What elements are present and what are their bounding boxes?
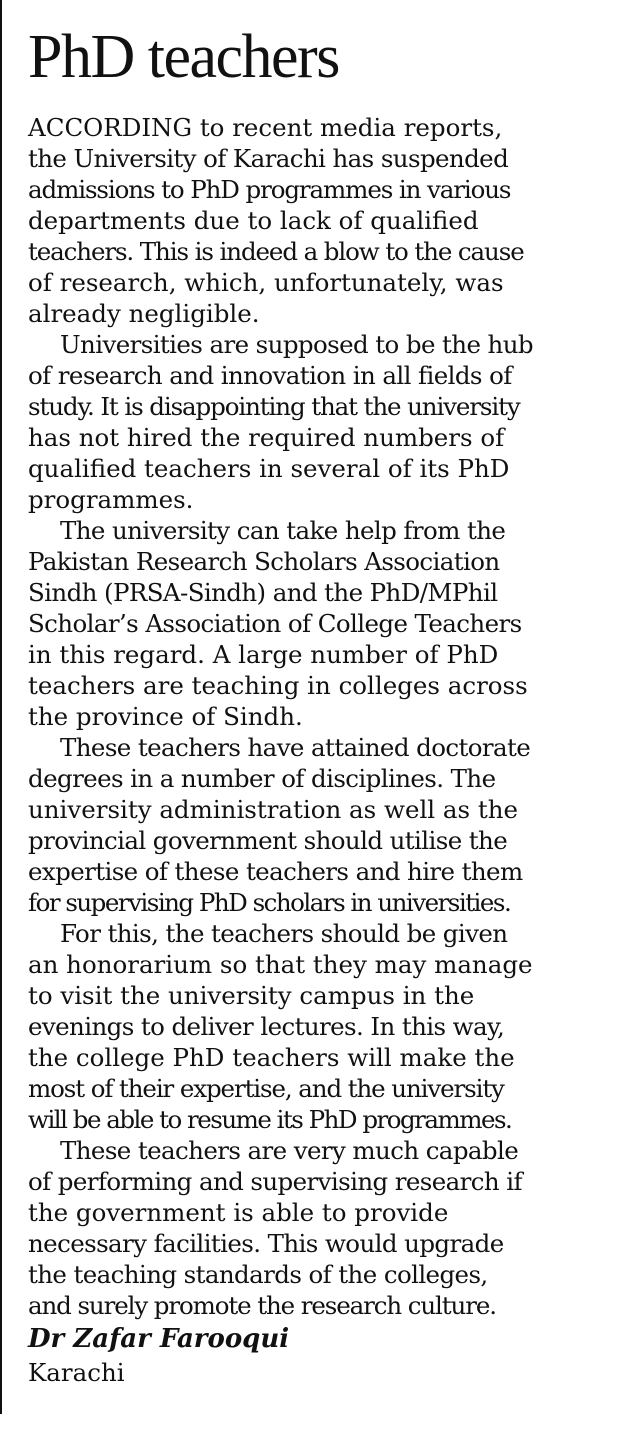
author-name: Dr Zafar Farooqui (28, 1324, 290, 1354)
paragraph-first-line: These teachers are very much capable (60, 1136, 519, 1165)
body-line: the province of Sindh. (28, 702, 303, 731)
body-line: expertise of these teachers and hire them (28, 857, 523, 886)
body-line: Scholar’s Association of College Teachers (28, 609, 522, 638)
body-line: study. It is disappointing that the university (28, 392, 520, 421)
body-line: qualified teachers in several of its PhD (28, 454, 510, 483)
body-line: the college PhD teachers will make the (28, 1043, 515, 1072)
body-line: ACCORDING to recent media reports, (28, 113, 503, 142)
body-line: for supervising PhD scholars in universities. (28, 888, 511, 917)
body-line: and surely promote the research culture. (28, 1291, 496, 1320)
body-line: departments due to lack of qualified (28, 206, 479, 235)
headline: PhD teachers (28, 23, 339, 91)
body-line: evenings to deliver lectures. In this way, (28, 1012, 505, 1041)
body-line: will be able to resume its PhD programmes. (28, 1105, 512, 1134)
body-line: of research and innovation in all fields of (28, 361, 512, 390)
body-line: Sindh (PRSA-Sindh) and the PhD/MPhil (28, 578, 498, 607)
body-line: teachers are teaching in colleges across (28, 671, 528, 700)
body-line: has not hired the required numbers of (28, 423, 505, 452)
body-line: the government is able to provide (28, 1198, 449, 1227)
body-line: degrees in a number of disciplines. The (28, 764, 496, 793)
letter-body (28, 112, 618, 1321)
body-line: necessary facilities. This would upgrade (28, 1229, 504, 1258)
body-line: Pakistan Research Scholars Association (28, 547, 500, 576)
body-line: admissions to PhD programmes in various (28, 175, 511, 204)
body-line: programmes. (28, 485, 194, 514)
body-line: to visit the university campus in the (28, 981, 475, 1010)
paragraph-first-line: For this, the teachers should be given (60, 919, 508, 948)
body-line: provincial government should utilise the (28, 826, 508, 855)
body-line: the teaching standards of the colleges, (28, 1260, 488, 1289)
paragraph-first-line: Universities are supposed to be the hub (60, 330, 533, 359)
body-line: the University of Karachi has suspended (28, 144, 509, 173)
author-city: Karachi (28, 1358, 125, 1387)
body-line: university administration as well as the (28, 795, 519, 824)
paragraph-first-line: The university can take help from the (60, 516, 506, 545)
signature-block (28, 1322, 289, 1390)
body-line: of performing and supervising research if (28, 1167, 522, 1196)
body-line: in this regard. A large number of PhD (28, 640, 499, 669)
paragraph-first-line: These teachers have attained doctorate (60, 733, 531, 762)
body-line: of research, which, unfortunately, was (28, 268, 504, 297)
column-rule (0, 0, 2, 1414)
body-line: an honorarium so that they may manage (28, 950, 533, 979)
body-line: most of their expertise, and the university (28, 1074, 504, 1103)
body-line: teachers. This is indeed a blow to the cause (28, 237, 524, 266)
body-line: already negligible. (28, 299, 260, 328)
